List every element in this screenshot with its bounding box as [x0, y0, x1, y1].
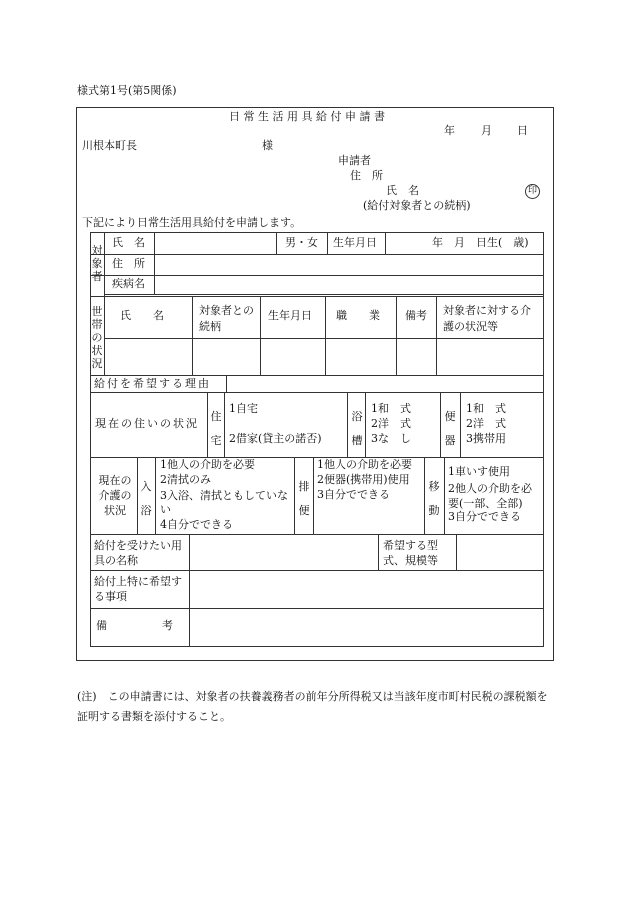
household-col-care: 対象者に対する介護の状況等 [443, 304, 531, 333]
movement-option-3: 3自分でできる [448, 510, 521, 523]
household-col-birth: 生年月日 [268, 309, 312, 322]
excretion-option-2: 2便器(携帯用)使用 [317, 473, 410, 486]
date-year: 年 [444, 124, 455, 137]
care-label: 現在の介護の状況 [98, 474, 132, 517]
movement-option-1: 1車いす使用 [448, 465, 510, 478]
movement-label: 移動 [428, 480, 440, 517]
remarks-label: 備 考 [96, 619, 173, 632]
special-request-label: 給付上特に希望する事項 [94, 575, 182, 603]
target-disease-label: 疾病名 [112, 277, 145, 290]
household-col-relation: 対象者との続柄 [199, 304, 254, 333]
seal-mark [525, 184, 540, 199]
household-col-job: 職 業 [336, 309, 380, 322]
care-bath-option-4: 4自分でできる [160, 518, 233, 531]
applicant-name-label: 氏 名 [386, 184, 419, 197]
note-text: (注) この申請書には、対象者の扶養義務者の前年分所得税又は当該年度市町村民税の課税額を証明する書類を添付すること。 [77, 690, 548, 723]
bathtub-option-1: 1和 式 [371, 402, 411, 415]
toilet-option-2: 2洋 式 [466, 417, 506, 430]
household-group-label: 世帯の状況 [91, 305, 103, 370]
form-title: 日 常 生 活 用 具 給 付 申 請 書 [229, 110, 385, 123]
relation-label: (給付対象者との続柄) [363, 199, 471, 212]
applicant-label: 申請者 [338, 154, 371, 167]
target-group-label: 対象者 [91, 244, 103, 283]
excretion-option-3: 3自分でできる [317, 488, 390, 501]
model-label: 希望する型式、規模等 [383, 539, 438, 567]
care-bath-option-2: 2清拭のみ [160, 473, 211, 486]
toilet-option-3: 3携帯用 [466, 432, 506, 445]
reason-label: 給付を希望する理由 [94, 377, 211, 390]
target-birth-label: 生年月日 [333, 236, 377, 249]
bathtub-option-3: 3な し [371, 432, 411, 445]
seal-label: 印 [527, 186, 537, 196]
care-bath-option-1: 1他人の介助を必要 [160, 458, 255, 471]
house-label: 住宅 [210, 410, 222, 447]
target-name-label: 氏 名 [112, 236, 145, 249]
toilet-option-1: 1和 式 [466, 402, 506, 415]
target-birth-value: 年 月 日生( 歳) [432, 236, 529, 249]
care-bath-label: 入浴 [140, 480, 152, 517]
house-option-2: 2借家(貸主の諾否) [229, 432, 322, 445]
intro-text: 下記により日常生活用具給付を申請します。 [82, 216, 302, 229]
target-sex: 男・女 [285, 236, 318, 249]
movement-option-2: 2他人の介助を必要(一部、全部) [448, 482, 532, 510]
date-day: 日 [517, 124, 528, 137]
excretion-option-1: 1他人の介助を必要 [317, 458, 412, 471]
form-number: 様式第1号(第5関係) [77, 84, 177, 97]
household-col-note: 備考 [405, 309, 427, 322]
bathtub-label: 浴槽 [351, 410, 363, 447]
household-col-name: 氏 名 [120, 309, 164, 322]
residence-label: 現在の住いの状況 [95, 417, 199, 430]
applicant-address-label: 住 所 [350, 169, 383, 182]
date-month: 月 [481, 124, 492, 137]
addressee: 川根本町長 [82, 139, 137, 152]
excretion-label: 排便 [298, 480, 310, 517]
care-bath-option-3: 3入浴、清拭ともしていない [160, 489, 288, 516]
toilet-label: 便器 [444, 410, 456, 447]
target-address-label: 住 所 [112, 257, 145, 270]
bathtub-option-2: 2洋 式 [371, 417, 411, 430]
tool-name-label: 給付を受けたい用具の名称 [94, 539, 182, 567]
house-option-1: 1自宅 [229, 402, 258, 415]
honorific: 様 [262, 139, 273, 152]
